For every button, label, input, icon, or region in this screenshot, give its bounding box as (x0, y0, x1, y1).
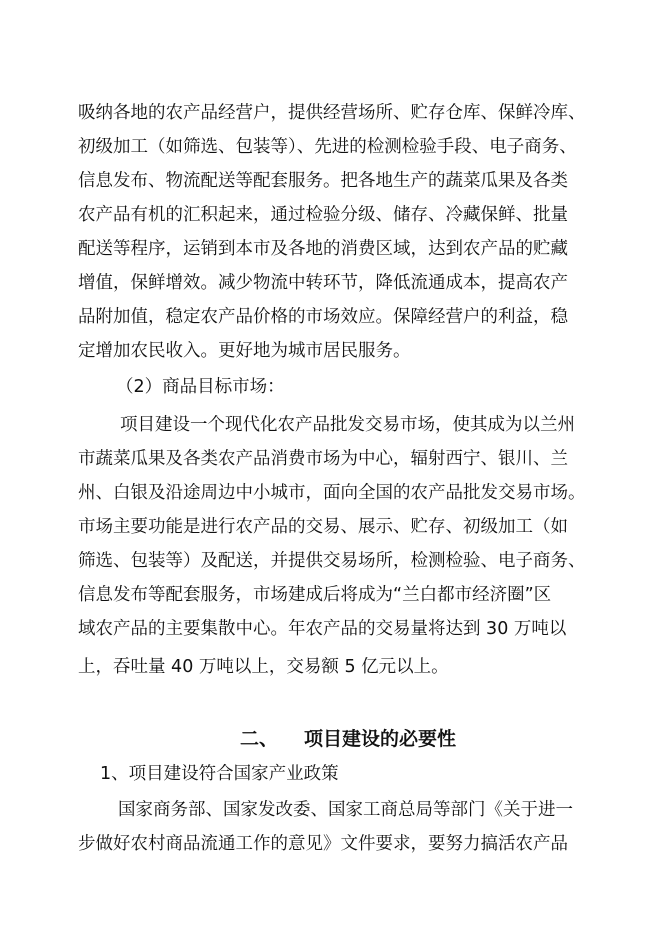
paragraph-1-line-8: 定增加农民收入。更好地为城市居民服务。 (78, 341, 411, 361)
paragraph-1-line-2: 初级加工（如筛选、包装等）、先进的检测检验手段、电子商务、 (78, 137, 577, 157)
paragraph-2-line-5: 筛选、包装等）及配送，并提供交易场所，检测检验、电子商务、 (78, 551, 586, 571)
section-heading-title: 项目建设的必要性 (304, 728, 457, 750)
paragraph-1-line-3: 信息发布、物流配送等配套服务。把各地生产的蔬菜瓜果及各类 (78, 171, 568, 191)
subheading-industrial-policy: 1、项目建设符合国家产业政策 (100, 764, 339, 784)
paragraph-2-line-2: 市蔬菜瓜果及各类农产品消费市场为中心，辐射西宁、银川、兰 (78, 449, 568, 469)
paragraph-2-line-3: 州、白银及沿途周边中小城市，面向全国的农产品批发交易市场。 (78, 483, 586, 503)
paragraph-1-line-5: 配送等程序，运销到本市及各地的消费区域，达到农产品的贮藏 (78, 239, 568, 259)
subheading-target-market: （2）商品目标市场： (116, 377, 285, 397)
paragraph-1-line-4: 农产品有机的汇积起来，通过检验分级、储存、冷藏保鲜、批量 (78, 205, 568, 225)
paragraph-1-line-1: 吸纳各地的农产品经营户，提供经营场所、贮存仓库、保鲜冷库、 (78, 103, 586, 123)
paragraph-2-line-6: 信息发布等配套服务，市场建成后将成为“兰白都市经济圈”区 (78, 585, 552, 605)
paragraph-1-line-6: 增值，保鲜增效。减少物流中转环节，降低流通成本，提高农产 (78, 273, 568, 293)
paragraph-1-line-7: 品附加值，稳定农产品价格的市场效应。保障经营户的利益，稳 (78, 307, 568, 327)
paragraph-2-line-1: 项目建设一个现代化农产品批发交易市场，使其成为以兰州 (120, 415, 575, 435)
paragraph-3-line-1: 国家商务部、国家发改委、国家工商总局等部门《关于进一 (118, 800, 573, 820)
paragraph-2-line-8: 上，吞吐量 40 万吨以上，交易额 5 亿元以上。 (78, 657, 449, 677)
section-heading-number: 二、 (240, 728, 279, 750)
paragraph-3-line-2: 步做好农村商品流通工作的意见》文件要求，要努力搞活农产品 (78, 834, 568, 854)
paragraph-2-line-7: 域农产品的主要集散中心。年农产品的交易量将达到 30 万吨以 (78, 619, 567, 639)
paragraph-2-line-4: 市场主要功能是进行农产品的交易、展示、贮存、初级加工（如 (78, 517, 568, 537)
section-heading (240, 723, 456, 755)
